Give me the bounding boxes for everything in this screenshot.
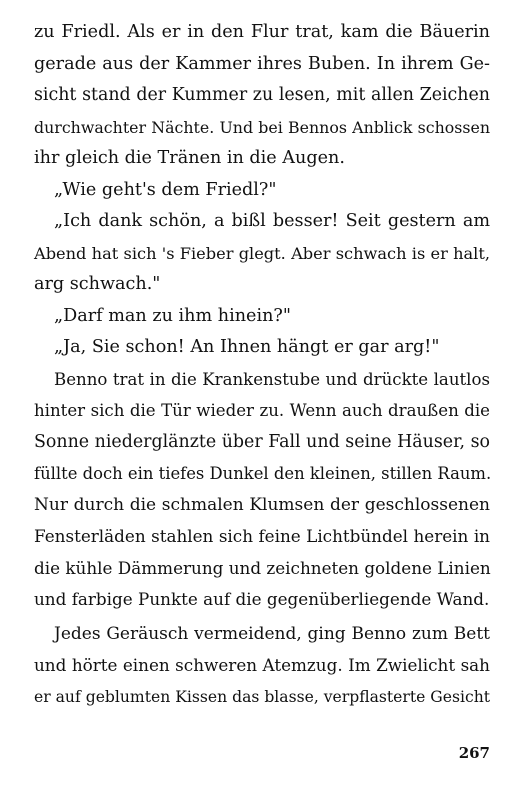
- text-line: arg schwach.": [34, 274, 161, 294]
- text-line: durchwachter Nächte. Und bei Bennos Anblick schossen: [34, 117, 490, 137]
- text-line: Sonne niederglänzte über Fall und seine Häuser, so: [34, 431, 490, 452]
- text-line: und hörte einen schweren Atemzug. Im Zwielicht sah: [34, 655, 490, 675]
- text-line: „Ja, Sie schon! An Ihnen hängt er gar arg!": [54, 337, 440, 357]
- text-line: gerade aus der Kammer ihres Buben. In ihrem Ge-: [34, 53, 490, 74]
- text-line: „Darf man zu ihm hinein?": [54, 305, 291, 326]
- text-line: füllte doch ein tiefes Dunkel den kleinen, stillen Raum.: [34, 464, 492, 483]
- text-line: Abend hat sich 's Fieber glegt. Aber schwach is er halt,: [34, 243, 490, 263]
- text-line: Fensterläden stahlen sich feine Lichtbündel herein in: [34, 526, 490, 546]
- text-line: sicht stand der Kummer zu lesen, mit allen Zeichen: [34, 85, 490, 105]
- body-text: [34, 17, 490, 713]
- text-line: „Ich dank schön, a bißl besser! Seit gestern am: [54, 211, 490, 231]
- text-line: und farbige Punkte auf die gegenüberliegende Wand.: [34, 589, 490, 609]
- text-line: Nur durch die schmalen Klumsen der geschlossenen: [34, 494, 490, 515]
- text-line: Benno trat in die Krankenstube und drückte lautlos: [54, 369, 490, 389]
- text-line: ihr gleich die Tränen in die Augen.: [34, 148, 345, 168]
- text-line: „Wie geht's dem Friedl?": [54, 179, 277, 200]
- page-number: 267: [458, 744, 490, 762]
- text-line: Jedes Geräusch vermeidend, ging Benno zum Bett: [54, 623, 490, 644]
- text-line: hinter sich die Tür wieder zu. Wenn auch draußen die: [34, 401, 490, 420]
- text-line: er auf geblumten Kissen das blasse, verpflasterte Gesicht: [34, 687, 491, 706]
- text-line: die kühle Dämmerung und zeichneten goldene Linien: [34, 557, 491, 578]
- text-line: zu Friedl. Als er in den Flur trat, kam die Bäuerin: [34, 22, 490, 42]
